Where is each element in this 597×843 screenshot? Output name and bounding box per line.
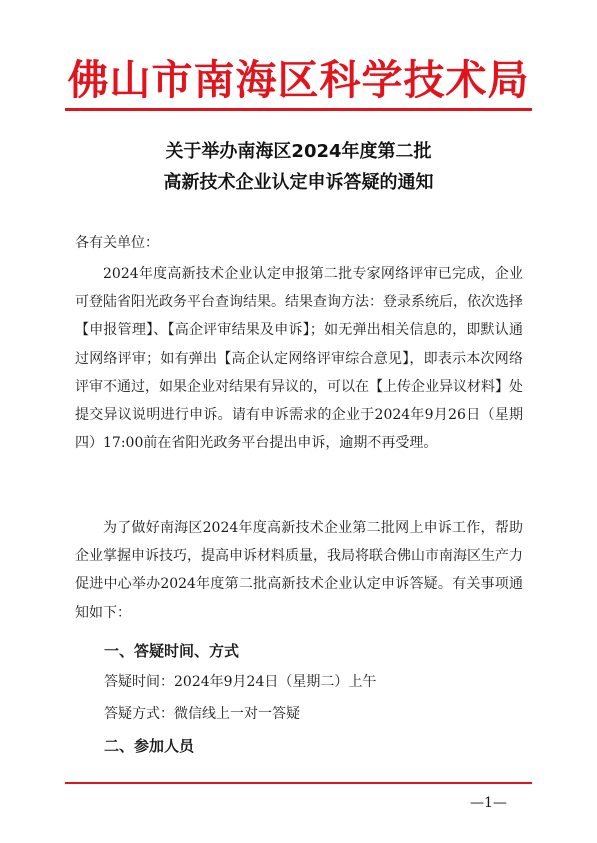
section-1-time: 答疑时间：2024年9月24日（星期二）上午 (104, 674, 377, 690)
document-title-line-1: 关于举办南海区2024年度第二批 (165, 141, 432, 162)
footer-red-rule (65, 782, 532, 784)
masthead-red-rule (65, 108, 532, 111)
body-paragraph-1: 2024年度高新技术企业认定申报第二批专家网络评审已完成，企业可登陆省阳光政务平台查询结果。结果查询方法：登录系统后，依次选择【申报管理】、【高企评审结果及申诉】；如无弹出相关信息的，即默认通过网络评审；如有弹出【高企认定网络评审综合意见】，即表示本次网络评审不通过，如果企业对结果有异议的，可以在【上传企业异议材料】处提交异议说明进行申诉。请有申诉需求的企业于2024年9月26日（星期四）17:00前在省阳光政务平台提出申诉，逾期不再受理。 (75, 266, 523, 452)
salutation: 各有关单位： (75, 235, 159, 251)
section-1-heading: 一、答疑时间、方式 (104, 642, 240, 660)
document-title-line-2: 高新技术企业认定申诉答疑的通知 (163, 172, 434, 193)
section-1-method: 答疑方式：微信线上一对一答疑 (104, 706, 300, 722)
page-number: —1— (470, 795, 507, 811)
section-2-heading: 二、参加人员 (104, 737, 195, 755)
body-paragraph-2: 为了做好南海区2024年度高新技术企业第二批网上申诉工作，帮助企业掌握申诉技巧，提高申诉材料质量，我局将联合佛山市南海区生产力促进中心举办2024年度第二批高新技术企业认定申诉答疑。有关事项通知如下： (75, 520, 523, 621)
org-masthead: 佛山市南海区科学技术局 (67, 56, 530, 104)
